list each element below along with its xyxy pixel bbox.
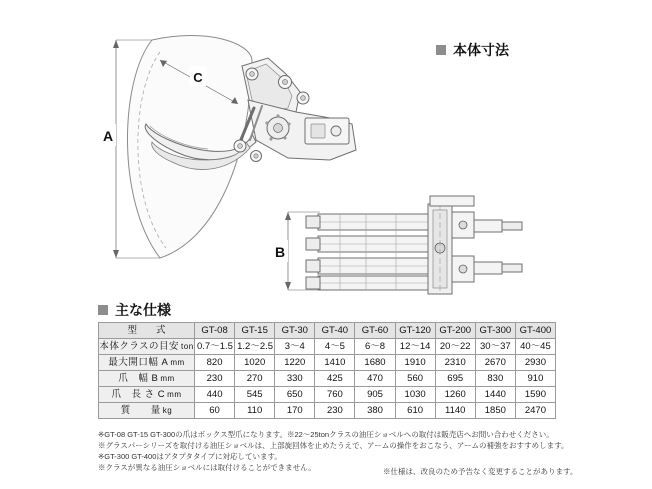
note-line: ※クラスが異なる油圧ショベルには取付けることができません。 (98, 462, 316, 472)
cell: 650 (275, 387, 315, 403)
cell: 1140 (435, 403, 475, 419)
dimension-label-a: A (102, 128, 114, 144)
cell: 1260 (435, 387, 475, 403)
cell: 20～22 (435, 339, 475, 355)
table-row (99, 387, 556, 403)
cell: 0.7～1.5 (195, 339, 235, 355)
specs-heading-label: 主な仕様 (115, 302, 171, 318)
table-header-row (99, 323, 556, 339)
row-label-text: 質 量 (120, 404, 161, 416)
table-row (99, 403, 556, 419)
spec-table (98, 322, 556, 419)
cell: 1590 (515, 387, 555, 403)
cell: 230 (195, 371, 235, 387)
cell: 3～4 (275, 339, 315, 355)
row-header-class (99, 339, 195, 355)
cell: 470 (355, 371, 395, 387)
cell: 760 (315, 387, 355, 403)
square-marker-icon (98, 305, 108, 315)
dimension-label-c: C (193, 70, 203, 85)
row-label-text: 本体クラスの目安 (99, 340, 180, 352)
cell: 2310 (435, 355, 475, 371)
row-label-unit: kg (162, 405, 173, 415)
col-header-model: 型 式 (99, 323, 195, 339)
table-row (99, 371, 556, 387)
specs-heading (98, 300, 171, 320)
cell: 1220 (275, 355, 315, 371)
cell: 30～37 (475, 339, 515, 355)
row-label-unit: ton (181, 341, 194, 351)
cell: 425 (315, 371, 355, 387)
row-header-weight (99, 403, 195, 419)
cell: 1440 (475, 387, 515, 403)
cell: 610 (395, 403, 435, 419)
col-header-gt300: GT-300 (475, 323, 515, 339)
note-line: ※GT-08 GT-15 GT-300の爪はボックス型爪になります。※22～25tonクラスの油圧ショベルへの取付は販売店へお問い合わせください。 (98, 430, 554, 439)
dimension-label-b: B (274, 244, 286, 260)
cell: 380 (355, 403, 395, 419)
cell: 560 (395, 371, 435, 387)
row-header-max-opening (99, 355, 195, 371)
cell: 12～14 (395, 339, 435, 355)
col-header-gt400: GT-400 (515, 323, 555, 339)
table-row (99, 339, 556, 355)
cell: 1910 (395, 355, 435, 371)
row-label-unit: mm (160, 373, 175, 383)
cell: 4～5 (315, 339, 355, 355)
spec-table-wrapper (98, 322, 556, 419)
cell: 1850 (475, 403, 515, 419)
cell: 1410 (315, 355, 355, 371)
dimensions-heading-label: 本体寸法 (453, 42, 509, 58)
cell: 820 (195, 355, 235, 371)
note-line: ※グラスパーシリーズを取付ける油圧ショベルは、上部旋回体を止めたうえで、アームの操作をおこなう、アームの補強をおすすめします。 (98, 440, 569, 450)
cell: 330 (275, 371, 315, 387)
col-header-gt40: GT-40 (315, 323, 355, 339)
cell: 440 (195, 387, 235, 403)
cell: 60 (195, 403, 235, 419)
row-label-text: 最大開口幅 A (108, 356, 169, 368)
cell: 270 (235, 371, 275, 387)
cell: 1680 (355, 355, 395, 371)
cell: 2930 (515, 355, 555, 371)
row-label-text: 爪 幅 B (118, 372, 159, 384)
row-label-text: 爪 長 さ C (111, 388, 166, 400)
col-header-gt08: GT-08 (195, 323, 235, 339)
cell: 40～45 (515, 339, 555, 355)
row-label-unit: mm (170, 357, 185, 367)
row-label-unit: mm (167, 389, 182, 399)
cell: 1030 (395, 387, 435, 403)
cell: 830 (475, 371, 515, 387)
cell: 1020 (235, 355, 275, 371)
col-header-gt120: GT-120 (395, 323, 435, 339)
col-header-gt60: GT-60 (355, 323, 395, 339)
cell: 110 (235, 403, 275, 419)
cell: 230 (315, 403, 355, 419)
note-line: ※GT-300 GT-400はアタプタタイプに対応しています。 (98, 451, 282, 461)
cell: 545 (235, 387, 275, 403)
cell: 905 (355, 387, 395, 403)
cell: 170 (275, 403, 315, 419)
row-header-claw-length (99, 387, 195, 403)
table-row (99, 355, 556, 371)
row-header-claw-width (99, 371, 195, 387)
cell: 2670 (475, 355, 515, 371)
col-header-gt200: GT-200 (435, 323, 475, 339)
cell: 6～8 (355, 339, 395, 355)
cell: 2470 (515, 403, 555, 419)
footer-note: ※仕様は、改良のため予告なく変更することがあります。 (383, 467, 578, 476)
cell: 695 (435, 371, 475, 387)
cell: 1.2～2.5 (235, 339, 275, 355)
col-header-gt30: GT-30 (275, 323, 315, 339)
cell: 910 (515, 371, 555, 387)
col-header-gt15: GT-15 (235, 323, 275, 339)
